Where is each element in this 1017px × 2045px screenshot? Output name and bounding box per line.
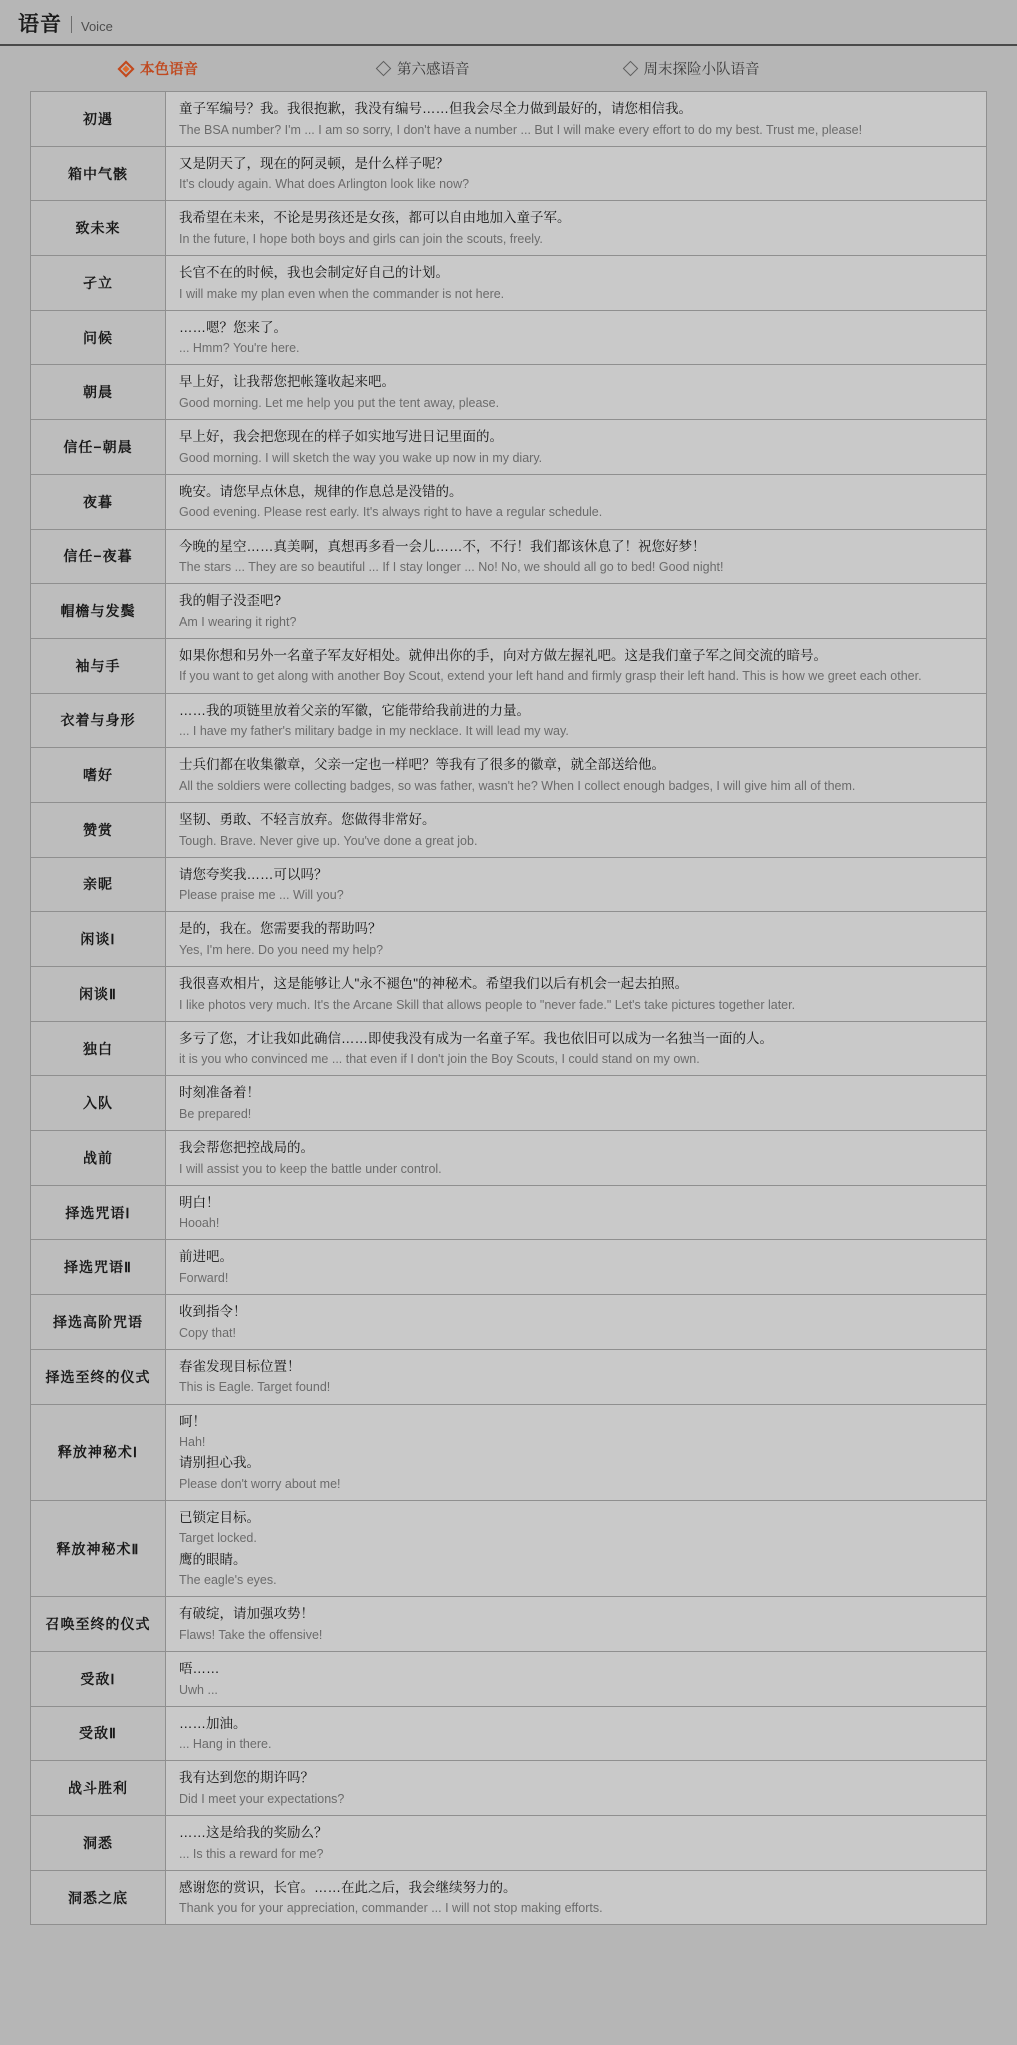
voice-line-cn: 请别担心我。 bbox=[179, 1455, 260, 1471]
voice-line-cn: 如果你想和另外一名童子军友好相处。就伸出你的手，向对方做左握礼吧。这是我们童子军之间交流的暗号。 bbox=[179, 647, 827, 663]
voice-line-cn: 呵！ bbox=[179, 1413, 206, 1429]
voice-entry-label: 洞悉 bbox=[31, 1816, 166, 1870]
voice-line-cn: ……我的项链里放着父亲的军徽，它能带给我前进的力量。 bbox=[179, 702, 530, 718]
voice-entry-label: 入队 bbox=[31, 1076, 166, 1130]
voice-entry-label: 箱中气骸 bbox=[31, 147, 166, 201]
table-row bbox=[31, 858, 986, 913]
voice-line-cn: ……嗯？您来了。 bbox=[179, 319, 287, 335]
voice-entry-text bbox=[166, 1295, 986, 1349]
voice-entry-label: 赞赏 bbox=[31, 803, 166, 857]
voice-entry-text bbox=[166, 365, 986, 419]
table-row bbox=[31, 1131, 986, 1186]
voice-entry-label: 袖与手 bbox=[31, 639, 166, 693]
table-row bbox=[31, 1816, 986, 1871]
voice-entry-text bbox=[166, 256, 986, 310]
voice-line-en: it is you who convinced me ... that even if I don't join the Boy Scouts, I could stand on my own. bbox=[179, 1052, 700, 1067]
table-row bbox=[31, 1501, 986, 1597]
tab-label: 周末探险小队语音 bbox=[643, 62, 760, 78]
tab-base-voice[interactable] bbox=[120, 58, 198, 79]
voice-line-en: The stars ... They are so beautiful ... If I stay longer ... No! No, we should all go to bed! Good night! bbox=[179, 560, 724, 575]
voice-line-en: The BSA number? I'm ... I am so sorry, I don't have a number ... But I will make every effort to do my best. Trust me, please! bbox=[179, 122, 863, 137]
voice-entry-label: 受敌Ⅰ bbox=[31, 1652, 166, 1706]
voice-entry-label: 释放神秘术Ⅱ bbox=[31, 1501, 166, 1596]
voice-line-cn: 我有达到您的期许吗？ bbox=[179, 1770, 314, 1786]
voice-entry-label: 召唤至终的仪式 bbox=[31, 1597, 166, 1651]
voice-line-en: Good morning. I will sketch the way you wake up now in my diary. bbox=[179, 450, 543, 465]
voice-entry-label: 帽檐与发鬓 bbox=[31, 584, 166, 638]
voice-line-en: Am I wearing it right? bbox=[179, 614, 297, 629]
voice-entry-text bbox=[166, 803, 986, 857]
voice-line-en: Good evening. Please rest early. It's always right to have a regular schedule. bbox=[179, 505, 603, 520]
table-row bbox=[31, 748, 986, 803]
table-row bbox=[31, 365, 986, 420]
footer-space bbox=[0, 1925, 1017, 2045]
voice-line-en: Copy that! bbox=[179, 1325, 236, 1340]
voice-entry-text bbox=[166, 92, 986, 146]
page-header bbox=[0, 0, 1017, 46]
voice-line-cn: 春雀发现目标位置！ bbox=[179, 1358, 301, 1374]
voice-entry-text bbox=[166, 912, 986, 966]
voice-line-cn: 童子军编号？我。我很抱歉，我没有编号……但我会尽全力做到最好的，请您相信我。 bbox=[179, 101, 692, 116]
table-row bbox=[31, 1597, 986, 1652]
page-title: 语音 bbox=[18, 13, 62, 36]
voice-entry-text bbox=[166, 748, 986, 802]
voice-entry-label: 独白 bbox=[31, 1022, 166, 1076]
voice-line-cn: 唔…… bbox=[179, 1660, 220, 1676]
voice-line-cn: 今晚的星空……真美啊，真想再多看一会儿……不，不行！我们都该休息了！祝您好梦！ bbox=[179, 538, 706, 554]
voice-entry-label: 初遇 bbox=[31, 92, 166, 146]
voice-entry-text bbox=[166, 1761, 986, 1815]
table-row bbox=[31, 803, 986, 858]
voice-line-en: All the soldiers were collecting badges, so was father, wasn't he? When I collect enough badges, I will give him all of them. bbox=[179, 778, 856, 793]
voice-entry-label: 受敌Ⅱ bbox=[31, 1707, 166, 1761]
voice-line-en: If you want to get along with another Boy Scout, extend your left hand and firmly grasp their left hand. This is how we greet each other. bbox=[179, 669, 922, 684]
voice-line-cn: 已锁定目标。 bbox=[179, 1509, 260, 1525]
voice-line-en: Hah! bbox=[179, 1435, 206, 1450]
voice-line-cn: 鹰的眼睛。 bbox=[179, 1551, 247, 1567]
voice-entry-label: 择选咒语Ⅰ bbox=[31, 1186, 166, 1240]
table-row bbox=[31, 147, 986, 202]
voice-line-en: Please praise me ... Will you? bbox=[179, 888, 344, 903]
table-row bbox=[31, 1350, 986, 1405]
voice-line-cn: 长官不在的时候，我也会制定好自己的计划。 bbox=[179, 265, 449, 281]
table-row bbox=[31, 912, 986, 967]
voice-entry-text bbox=[166, 1240, 986, 1294]
voice-entry-label: 衣着与身形 bbox=[31, 694, 166, 748]
voice-line-en: This is Eagle. Target found! bbox=[179, 1380, 331, 1395]
voice-line-cn: 我希望在未来，不论是男孩还是女孩，都可以自由地加入童子军。 bbox=[179, 210, 571, 226]
voice-entry-label: 致未来 bbox=[31, 201, 166, 255]
voice-entry-label: 择选咒语Ⅱ bbox=[31, 1240, 166, 1294]
voice-line-cn: 是的，我在。您需要我的帮助吗？ bbox=[179, 921, 382, 937]
table-row bbox=[31, 639, 986, 694]
table-row bbox=[31, 1761, 986, 1816]
voice-entry-label: 信任−朝晨 bbox=[31, 420, 166, 474]
voice-entry-label: 战前 bbox=[31, 1131, 166, 1185]
voice-line-cn: ……加油。 bbox=[179, 1715, 247, 1731]
diamond-icon bbox=[118, 60, 135, 77]
voice-line-cn: 明白！ bbox=[179, 1194, 220, 1210]
voice-line-cn: 请您夸奖我……可以吗？ bbox=[179, 866, 328, 882]
table-row bbox=[31, 1405, 986, 1501]
voice-entry-text bbox=[166, 1186, 986, 1240]
voice-entry-text bbox=[166, 1871, 986, 1925]
voice-entry-text bbox=[166, 1022, 986, 1076]
voice-line-en: I will assist you to keep the battle under control. bbox=[179, 1161, 442, 1176]
table-row bbox=[31, 1871, 986, 1926]
voice-entry-text bbox=[166, 530, 986, 584]
voice-entry-text bbox=[166, 1816, 986, 1870]
voice-line-cn: 前进吧。 bbox=[179, 1249, 233, 1265]
voice-line-en: ... Hmm? You're here. bbox=[179, 341, 300, 356]
voice-line-en: Hooah! bbox=[179, 1216, 220, 1231]
voice-line-cn: 我很喜欢相片，这是能够让人"永不褪色"的神秘术。希望我们以后有机会一起去拍照。 bbox=[179, 976, 689, 991]
table-row bbox=[31, 584, 986, 639]
voice-entry-label: 战斗胜利 bbox=[31, 1761, 166, 1815]
voice-line-cn: 感谢您的赏识，长官。……在此之后，我会继续努力的。 bbox=[179, 1879, 517, 1895]
voice-line-en: I like photos very much. It's the Arcane Skill that allows people to "never fade." Let's take pictures together later. bbox=[179, 997, 796, 1012]
voice-entry-label: 亲昵 bbox=[31, 858, 166, 912]
table-row bbox=[31, 1707, 986, 1762]
voice-line-cn: 坚韧、勇敢、不轻言放弃。您做得非常好。 bbox=[179, 811, 436, 827]
voice-entry-text bbox=[166, 147, 986, 201]
voice-entry-label: 择选高阶咒语 bbox=[31, 1295, 166, 1349]
voice-line-en: Please don't worry about me! bbox=[179, 1476, 341, 1491]
voice-entry-text bbox=[166, 1405, 986, 1500]
tab-label: 本色语音 bbox=[140, 62, 198, 78]
table-row bbox=[31, 967, 986, 1022]
table-row bbox=[31, 1186, 986, 1241]
voice-entry-text bbox=[166, 1350, 986, 1404]
voice-entry-text bbox=[166, 1652, 986, 1706]
voice-entry-label: 信任−夜暮 bbox=[31, 530, 166, 584]
tab-sixth-sense-voice[interactable] bbox=[378, 58, 470, 79]
voice-entry-text bbox=[166, 694, 986, 748]
voice-entry-text bbox=[166, 1131, 986, 1185]
voice-line-en: Yes, I'm here. Do you need my help? bbox=[179, 942, 384, 957]
voice-entry-text bbox=[166, 1597, 986, 1651]
voice-entry-text bbox=[166, 639, 986, 693]
voice-line-cn: 收到指令！ bbox=[179, 1304, 247, 1320]
diamond-icon bbox=[376, 61, 392, 77]
voice-line-cn: ……这是给我的奖励么？ bbox=[179, 1825, 328, 1840]
voice-entry-text bbox=[166, 858, 986, 912]
voice-entry-label: 释放神秘术Ⅰ bbox=[31, 1405, 166, 1500]
voice-line-cn: 我的帽子没歪吧? bbox=[179, 593, 282, 609]
table-row bbox=[31, 1022, 986, 1077]
voice-entry-text bbox=[166, 311, 986, 365]
voice-entry-label: 择选至终的仪式 bbox=[31, 1350, 166, 1404]
voice-entry-label: 嗜好 bbox=[31, 748, 166, 802]
voice-line-en: Tough. Brave. Never give up. You've done a great job. bbox=[179, 833, 478, 848]
diamond-icon bbox=[622, 61, 638, 77]
table-row bbox=[31, 256, 986, 311]
voice-entry-label: 朝晨 bbox=[31, 365, 166, 419]
voice-entry-label: 闲谈Ⅱ bbox=[31, 967, 166, 1021]
voice-line-en: ... Is this a reward for me? bbox=[179, 1846, 324, 1861]
table-row bbox=[31, 92, 986, 147]
voice-entry-text bbox=[166, 967, 986, 1021]
table-row bbox=[31, 530, 986, 585]
table-row bbox=[31, 1240, 986, 1295]
voice-entry-text bbox=[166, 1076, 986, 1130]
voice-entry-text bbox=[166, 420, 986, 474]
voice-entry-text bbox=[166, 584, 986, 638]
voice-entry-text bbox=[166, 1707, 986, 1761]
voice-entry-text bbox=[166, 475, 986, 529]
voice-line-cn: 有破绽，请加强攻势！ bbox=[179, 1606, 314, 1622]
voice-line-cn: 我会帮您把控战局的。 bbox=[179, 1140, 314, 1156]
table-row bbox=[31, 420, 986, 475]
table-row bbox=[31, 201, 986, 256]
voice-line-en: Thank you for your appreciation, commander ... I will not stop making efforts. bbox=[179, 1901, 603, 1916]
voice-line-cn: 多亏了您，才让我如此确信……即使我没有成为一名童子军。我也依旧可以成为一名独当一面的人。 bbox=[179, 1030, 773, 1046]
table-row bbox=[31, 311, 986, 366]
table-row bbox=[31, 1076, 986, 1131]
voice-line-en: Forward! bbox=[179, 1271, 229, 1285]
voice-line-en: Target locked. bbox=[179, 1531, 257, 1546]
table-row bbox=[31, 475, 986, 530]
voice-entry-text bbox=[166, 201, 986, 255]
table-row bbox=[31, 694, 986, 749]
voice-table bbox=[30, 91, 987, 1925]
voice-line-en: Flaws! Take the offensive! bbox=[179, 1627, 323, 1642]
voice-line-cn: 士兵们都在收集徽章，父亲一定也一样吧？等我有了很多的徽章，就全部送给他。 bbox=[179, 757, 665, 773]
voice-line-cn: 早上好，我会把您现在的样子如实地写进日记里面的。 bbox=[179, 429, 503, 445]
voice-line-en: Did I meet your expectations? bbox=[179, 1791, 345, 1806]
voice-line-en: ... I have my father's military badge in my necklace. It will lead my way. bbox=[179, 724, 569, 739]
voice-entry-text bbox=[166, 1501, 986, 1596]
voice-line-en: The eagle's eyes. bbox=[179, 1573, 277, 1588]
voice-tab-bar bbox=[120, 46, 1017, 91]
voice-line-cn: 晚安。请您早点休息，规律的作息总是没错的。 bbox=[179, 483, 463, 499]
voice-line-cn: 时刻准备着！ bbox=[179, 1085, 260, 1101]
table-row bbox=[31, 1652, 986, 1707]
voice-entry-label: 孑立 bbox=[31, 256, 166, 310]
tab-label: 第六感语音 bbox=[397, 62, 470, 78]
voice-line-en: Good morning. Let me help you put the tent away, please. bbox=[179, 396, 500, 410]
voice-line-en: ... Hang in there. bbox=[179, 1737, 272, 1752]
voice-entry-label: 洞悉之底 bbox=[31, 1871, 166, 1925]
voice-line-en: It's cloudy again. What does Arlington look like now? bbox=[179, 177, 470, 192]
voice-line-cn: 早上好，让我帮您把帐篷收起来吧。 bbox=[179, 374, 395, 390]
voice-line-en: Be prepared! bbox=[179, 1106, 252, 1121]
voice-entry-label: 问候 bbox=[31, 311, 166, 365]
tab-weekend-squad-voice[interactable] bbox=[625, 58, 760, 79]
voice-line-en: In the future, I hope both boys and girls can join the scouts, freely. bbox=[179, 231, 543, 246]
table-row bbox=[31, 1295, 986, 1350]
voice-line-en: I will make my plan even when the commander is not here. bbox=[179, 286, 505, 301]
title-divider bbox=[71, 16, 72, 33]
page-subtitle: Voice bbox=[81, 19, 113, 34]
voice-entry-label: 闲谈Ⅰ bbox=[31, 912, 166, 966]
voice-entry-label: 夜暮 bbox=[31, 475, 166, 529]
voice-line-en: Uwh ... bbox=[179, 1682, 218, 1697]
voice-line-cn: 又是阴天了，现在的阿灵顿，是什么样子呢？ bbox=[179, 155, 449, 171]
